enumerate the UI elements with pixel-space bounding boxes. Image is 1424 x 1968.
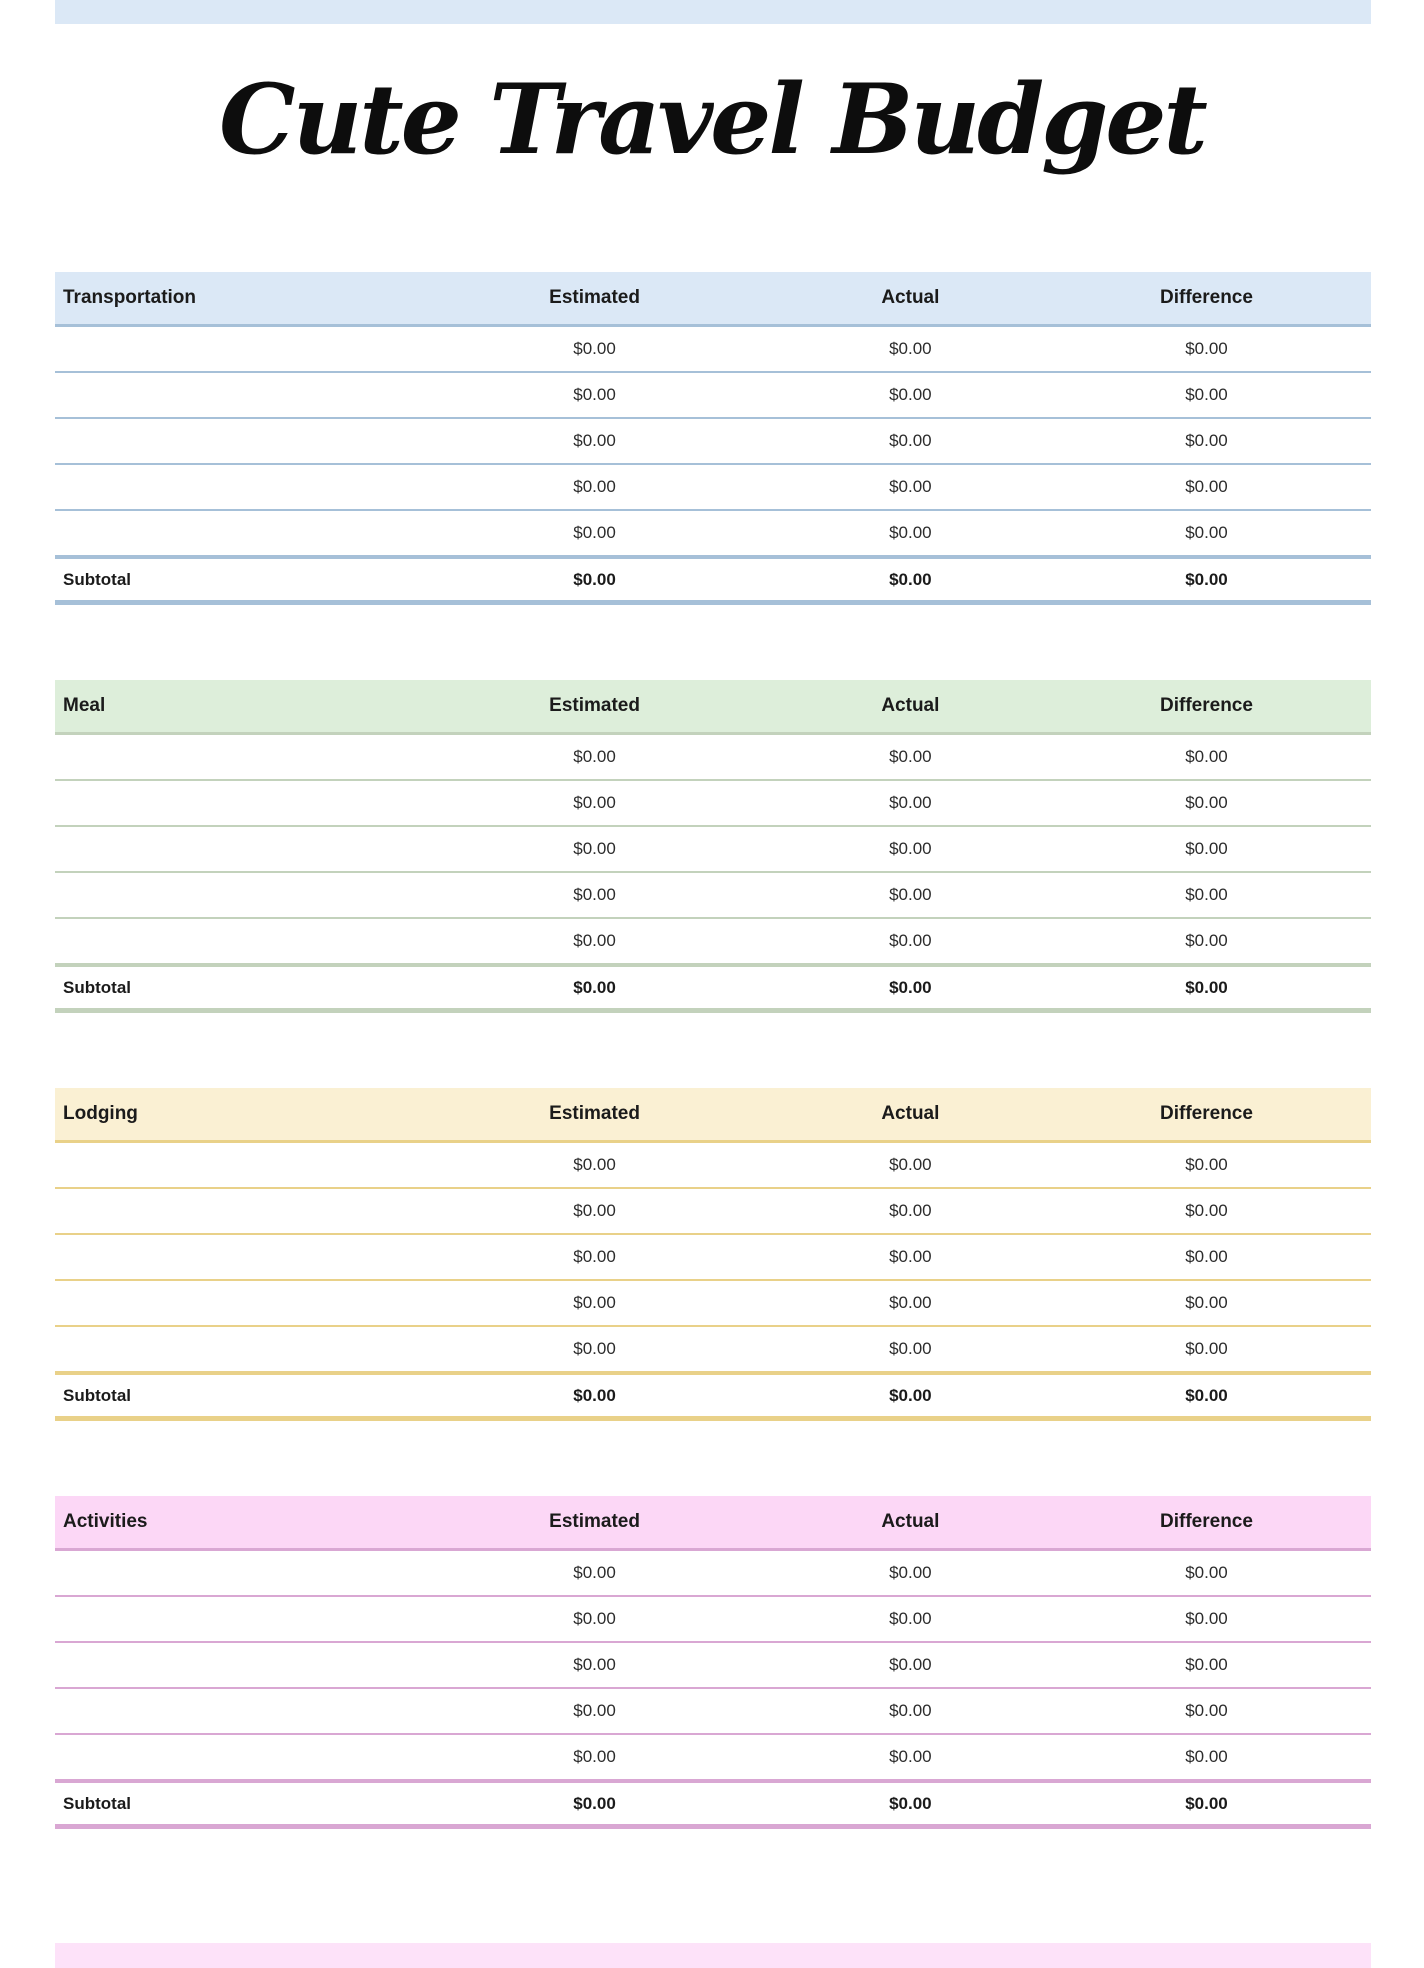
table-header-row xyxy=(55,680,1371,734)
estimated-cell[interactable]: $0.00 xyxy=(410,510,778,557)
estimated-cell[interactable]: $0.00 xyxy=(410,918,778,965)
estimated-cell[interactable]: $0.00 xyxy=(410,1234,778,1280)
budget-table xyxy=(55,1496,1371,1829)
estimated-cell[interactable]: $0.00 xyxy=(410,372,778,418)
budget-table xyxy=(55,272,1371,605)
column-header-estimated: Estimated xyxy=(410,272,778,326)
subtotal-row xyxy=(55,965,1371,1011)
budget-item-row xyxy=(55,418,1371,464)
subtotal-row xyxy=(55,1373,1371,1419)
actual-cell[interactable]: $0.00 xyxy=(779,1642,1042,1688)
actual-cell[interactable]: $0.00 xyxy=(779,1688,1042,1734)
budget-item-row xyxy=(55,1280,1371,1326)
column-header-difference: Difference xyxy=(1042,1496,1371,1550)
difference-cell[interactable]: $0.00 xyxy=(1042,1642,1371,1688)
actual-cell[interactable]: $0.00 xyxy=(779,1550,1042,1597)
actual-cell[interactable]: $0.00 xyxy=(779,1596,1042,1642)
budget-table xyxy=(55,680,1371,1013)
difference-cell[interactable]: $0.00 xyxy=(1042,1734,1371,1781)
difference-cell[interactable]: $0.00 xyxy=(1042,1326,1371,1373)
estimated-cell[interactable]: $0.00 xyxy=(410,1550,778,1597)
column-header-difference: Difference xyxy=(1042,680,1371,734)
category-header: Transportation xyxy=(55,272,410,326)
budget-section-meal xyxy=(55,680,1371,1013)
page-title: Cute Travel Budget xyxy=(219,63,1205,176)
budget-item-row xyxy=(55,1688,1371,1734)
actual-cell[interactable]: $0.00 xyxy=(779,1234,1042,1280)
item-name-cell[interactable] xyxy=(55,734,410,781)
estimated-cell[interactable]: $0.00 xyxy=(410,1142,778,1189)
estimated-cell[interactable]: $0.00 xyxy=(410,326,778,373)
table-body xyxy=(55,326,1371,558)
subtotal-row xyxy=(55,1781,1371,1827)
difference-cell[interactable]: $0.00 xyxy=(1042,1188,1371,1234)
item-name-cell[interactable] xyxy=(55,1234,410,1280)
estimated-cell[interactable]: $0.00 xyxy=(410,1188,778,1234)
difference-cell[interactable]: $0.00 xyxy=(1042,510,1371,557)
actual-cell[interactable]: $0.00 xyxy=(779,780,1042,826)
budget-item-row xyxy=(55,1596,1371,1642)
actual-cell[interactable]: $0.00 xyxy=(779,1142,1042,1189)
subtotal-actual-value: $0.00 xyxy=(779,557,1042,603)
subtotal-estimated-value: $0.00 xyxy=(410,1781,778,1827)
item-name-cell[interactable] xyxy=(55,1142,410,1189)
item-name-cell[interactable] xyxy=(55,1642,410,1688)
difference-cell[interactable]: $0.00 xyxy=(1042,1550,1371,1597)
actual-cell[interactable]: $0.00 xyxy=(779,326,1042,373)
difference-cell[interactable]: $0.00 xyxy=(1042,1142,1371,1189)
item-name-cell[interactable] xyxy=(55,326,410,373)
subtotal-actual-value: $0.00 xyxy=(779,1373,1042,1419)
budget-item-row xyxy=(55,918,1371,965)
column-header-actual: Actual xyxy=(779,680,1042,734)
budget-section-transportation xyxy=(55,272,1371,605)
subtotal-estimated-value: $0.00 xyxy=(410,1373,778,1419)
actual-cell[interactable]: $0.00 xyxy=(779,1280,1042,1326)
item-name-cell[interactable] xyxy=(55,780,410,826)
item-name-cell[interactable] xyxy=(55,464,410,510)
budget-section-activities xyxy=(55,1496,1371,1829)
difference-cell[interactable]: $0.00 xyxy=(1042,780,1371,826)
subtotal-estimated-value: $0.00 xyxy=(410,557,778,603)
item-name-cell[interactable] xyxy=(55,1326,410,1373)
actual-cell[interactable]: $0.00 xyxy=(779,510,1042,557)
actual-cell[interactable]: $0.00 xyxy=(779,1734,1042,1781)
category-header: Meal xyxy=(55,680,410,734)
estimated-cell[interactable]: $0.00 xyxy=(410,872,778,918)
bottom-decorative-bar xyxy=(55,1943,1371,1968)
budget-item-row xyxy=(55,464,1371,510)
column-header-difference: Difference xyxy=(1042,272,1371,326)
subtotal-difference-value: $0.00 xyxy=(1042,557,1371,603)
subtotal-label: Subtotal xyxy=(55,965,410,1011)
difference-cell[interactable]: $0.00 xyxy=(1042,1234,1371,1280)
actual-cell[interactable]: $0.00 xyxy=(779,464,1042,510)
item-name-cell[interactable] xyxy=(55,510,410,557)
difference-cell[interactable]: $0.00 xyxy=(1042,918,1371,965)
budget-item-row xyxy=(55,780,1371,826)
estimated-cell[interactable]: $0.00 xyxy=(410,1734,778,1781)
column-header-estimated: Estimated xyxy=(410,680,778,734)
budget-item-row xyxy=(55,872,1371,918)
table-body xyxy=(55,1550,1371,1782)
budget-item-row xyxy=(55,1550,1371,1597)
subtotal-label: Subtotal xyxy=(55,1781,410,1827)
estimated-cell[interactable]: $0.00 xyxy=(410,1642,778,1688)
actual-cell[interactable]: $0.00 xyxy=(779,918,1042,965)
estimated-cell[interactable]: $0.00 xyxy=(410,734,778,781)
category-header: Lodging xyxy=(55,1088,410,1142)
difference-cell[interactable]: $0.00 xyxy=(1042,372,1371,418)
column-header-estimated: Estimated xyxy=(410,1496,778,1550)
budget-section-lodging xyxy=(55,1088,1371,1421)
difference-cell[interactable]: $0.00 xyxy=(1042,1280,1371,1326)
column-header-actual: Actual xyxy=(779,1496,1042,1550)
table-header-row xyxy=(55,1496,1371,1550)
budget-item-row xyxy=(55,1234,1371,1280)
category-header: Activities xyxy=(55,1496,410,1550)
actual-cell[interactable]: $0.00 xyxy=(779,872,1042,918)
budget-item-row xyxy=(55,1326,1371,1373)
item-name-cell[interactable] xyxy=(55,1550,410,1597)
table-body xyxy=(55,1142,1371,1374)
estimated-cell[interactable]: $0.00 xyxy=(410,780,778,826)
budget-table xyxy=(55,1088,1371,1421)
item-name-cell[interactable] xyxy=(55,918,410,965)
subtotal-label: Subtotal xyxy=(55,557,410,603)
item-name-cell[interactable] xyxy=(55,1596,410,1642)
actual-cell[interactable]: $0.00 xyxy=(779,1326,1042,1373)
table-header-row xyxy=(55,1088,1371,1142)
top-decorative-bar xyxy=(55,0,1371,24)
column-header-actual: Actual xyxy=(779,272,1042,326)
difference-cell[interactable]: $0.00 xyxy=(1042,464,1371,510)
budget-item-row xyxy=(55,826,1371,872)
column-header-estimated: Estimated xyxy=(410,1088,778,1142)
subtotal-row xyxy=(55,557,1371,603)
item-name-cell[interactable] xyxy=(55,1688,410,1734)
budget-item-row xyxy=(55,734,1371,781)
column-header-actual: Actual xyxy=(779,1088,1042,1142)
budget-item-row xyxy=(55,510,1371,557)
subtotal-actual-value: $0.00 xyxy=(779,965,1042,1011)
difference-cell[interactable]: $0.00 xyxy=(1042,1596,1371,1642)
difference-cell[interactable]: $0.00 xyxy=(1042,734,1371,781)
item-name-cell[interactable] xyxy=(55,872,410,918)
budget-item-row xyxy=(55,1734,1371,1781)
actual-cell[interactable]: $0.00 xyxy=(779,372,1042,418)
difference-cell[interactable]: $0.00 xyxy=(1042,418,1371,464)
budget-tables-container xyxy=(55,272,1371,1904)
actual-cell[interactable]: $0.00 xyxy=(779,1188,1042,1234)
estimated-cell[interactable]: $0.00 xyxy=(410,464,778,510)
actual-cell[interactable]: $0.00 xyxy=(779,734,1042,781)
budget-item-row xyxy=(55,372,1371,418)
estimated-cell[interactable]: $0.00 xyxy=(410,418,778,464)
column-header-difference: Difference xyxy=(1042,1088,1371,1142)
table-header-row xyxy=(55,272,1371,326)
subtotal-estimated-value: $0.00 xyxy=(410,965,778,1011)
subtotal-difference-value: $0.00 xyxy=(1042,1781,1371,1827)
budget-item-row xyxy=(55,1142,1371,1189)
difference-cell[interactable]: $0.00 xyxy=(1042,872,1371,918)
actual-cell[interactable]: $0.00 xyxy=(779,418,1042,464)
estimated-cell[interactable]: $0.00 xyxy=(410,1688,778,1734)
difference-cell[interactable]: $0.00 xyxy=(1042,326,1371,373)
subtotal-difference-value: $0.00 xyxy=(1042,1373,1371,1419)
subtotal-actual-value: $0.00 xyxy=(779,1781,1042,1827)
budget-item-row xyxy=(55,326,1371,373)
actual-cell[interactable]: $0.00 xyxy=(779,826,1042,872)
difference-cell[interactable]: $0.00 xyxy=(1042,826,1371,872)
item-name-cell[interactable] xyxy=(55,418,410,464)
item-name-cell[interactable] xyxy=(55,1734,410,1781)
estimated-cell[interactable]: $0.00 xyxy=(410,826,778,872)
budget-item-row xyxy=(55,1188,1371,1234)
estimated-cell[interactable]: $0.00 xyxy=(410,1326,778,1373)
estimated-cell[interactable]: $0.00 xyxy=(410,1280,778,1326)
subtotal-difference-value: $0.00 xyxy=(1042,965,1371,1011)
difference-cell[interactable]: $0.00 xyxy=(1042,1688,1371,1734)
table-body xyxy=(55,734,1371,966)
subtotal-label: Subtotal xyxy=(55,1373,410,1419)
item-name-cell[interactable] xyxy=(55,1280,410,1326)
item-name-cell[interactable] xyxy=(55,826,410,872)
item-name-cell[interactable] xyxy=(55,1188,410,1234)
budget-item-row xyxy=(55,1642,1371,1688)
estimated-cell[interactable]: $0.00 xyxy=(410,1596,778,1642)
item-name-cell[interactable] xyxy=(55,372,410,418)
